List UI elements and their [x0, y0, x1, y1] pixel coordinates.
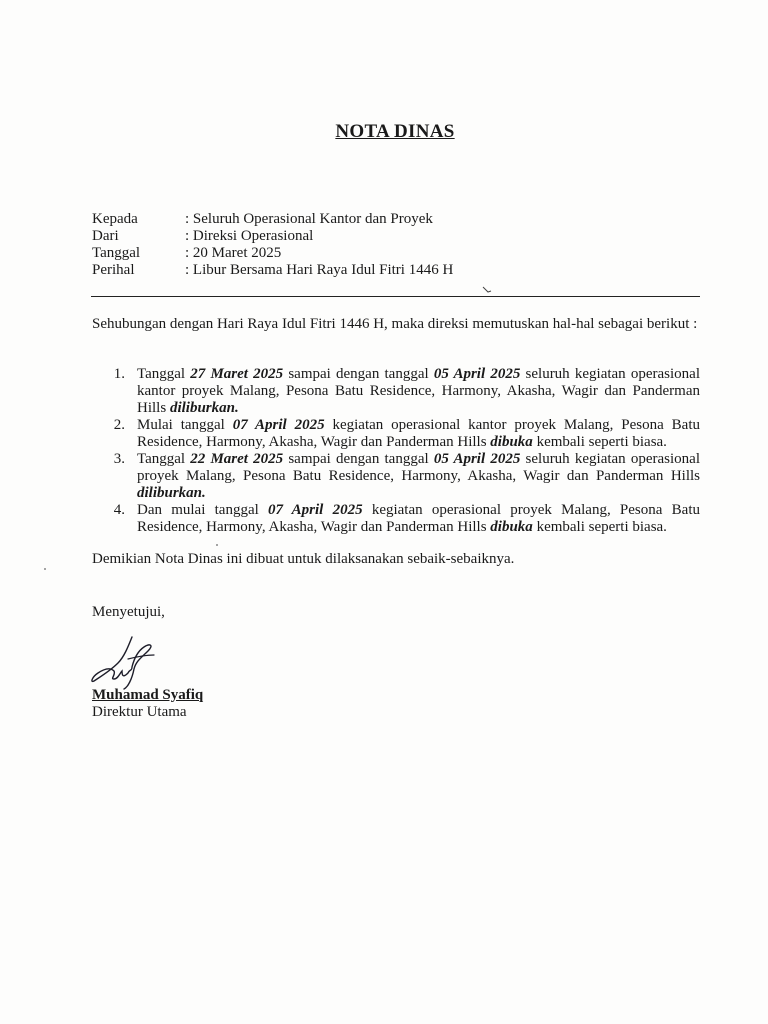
list-item [92, 366, 700, 417]
list-item-text [137, 502, 700, 536]
header-row-recipient [92, 211, 453, 228]
text-run: sampai dengan tanggal [283, 451, 434, 467]
decision-list [92, 366, 700, 536]
header-value: : 20 Maret 2025 [185, 245, 282, 261]
header-label: Kepada [92, 211, 138, 227]
header-label: Tanggal [92, 245, 141, 261]
signer-name: Muhamad Syafiq [92, 687, 204, 703]
pen-mark [482, 286, 492, 294]
emphasized-text: 05 April 2025 [433, 366, 521, 382]
list-item-text [137, 417, 700, 451]
header-value: : Direksi Operasional [185, 228, 314, 244]
emphasized-text: 05 April 2025 [433, 451, 521, 467]
header-value: : Libur Bersama Hari Raya Idul Fitri 1446 H [185, 262, 454, 278]
header-label: Perihal [92, 262, 135, 278]
scan-speck [44, 568, 46, 570]
header-row-sender [92, 228, 453, 245]
signature-image [88, 633, 168, 691]
list-item-number: 3. [113, 451, 125, 467]
header-divider [91, 296, 700, 297]
list-item [92, 502, 700, 536]
emphasized-text: 22 Maret 2025 [190, 451, 284, 467]
emphasized-text: 27 Maret 2025 [190, 366, 284, 382]
text-run: sampai dengan tanggal [283, 366, 434, 382]
emphasized-text: diliburkan. [137, 485, 206, 501]
emphasized-text: dibuka [490, 434, 533, 450]
list-item-text [137, 366, 700, 417]
text-run: Dan mulai tanggal [137, 502, 268, 518]
list-item-number: 2. [113, 417, 125, 433]
text-run: Mulai tanggal [137, 417, 233, 433]
text-run: seluruh kegiatan operasional proyek Malang, Pesona Batu Residence, Harmony, Akasha, Wagir dan Panderman Hills [137, 451, 700, 484]
emphasized-text: 07 April 2025 [232, 417, 325, 433]
approval-label: Menyetujui, [92, 604, 165, 620]
document-title: NOTA DINAS [335, 121, 455, 142]
list-item-number: 1. [113, 366, 125, 382]
text-run: Tanggal [137, 366, 191, 382]
emphasized-text: diliburkan. [169, 400, 239, 416]
emphasized-text: 07 April 2025 [268, 502, 363, 518]
list-item-text [137, 451, 700, 502]
emphasized-text: dibuka [490, 519, 533, 535]
list-item [92, 417, 700, 451]
text-run: kegiatan operasional proyek Malang, Pesona Batu Residence, Harmony, Akasha, Wagir dan Panderman Hills [137, 502, 700, 535]
list-item [92, 451, 700, 502]
list-item-number: 4. [113, 502, 125, 518]
header-row-subject [92, 262, 453, 279]
text-run: seluruh kegiatan operasional kantor proyek Malang, Pesona Batu Residence, Harmony, Akasha, Wagir dan Panderman Hills [137, 366, 700, 416]
memo-header [92, 211, 453, 279]
header-row-date [92, 245, 453, 262]
text-run: kembali seperti biasa. [532, 519, 667, 535]
text-run: kembali seperti biasa. [532, 434, 667, 450]
text-run: kegiatan operasional kantor proyek Malang, Pesona Batu Residence, Harmony, Akasha, Wagir dan Panderman Hills [137, 417, 700, 450]
text-run: Tanggal [137, 451, 191, 467]
scan-speck [216, 544, 218, 546]
header-value: : Seluruh Operasional Kantor dan Proyek [185, 211, 433, 227]
intro-paragraph: Sehubungan dengan Hari Raya Idul Fitri 1446 H, maka direksi memutuskan hal-hal sebagai berikut : [92, 316, 698, 332]
header-label: Dari [92, 228, 119, 244]
closing-paragraph: Demikian Nota Dinas ini dibuat untuk dilaksanakan sebaik-sebaiknya. [92, 551, 515, 567]
signer-role: Direktur Utama [92, 704, 187, 720]
